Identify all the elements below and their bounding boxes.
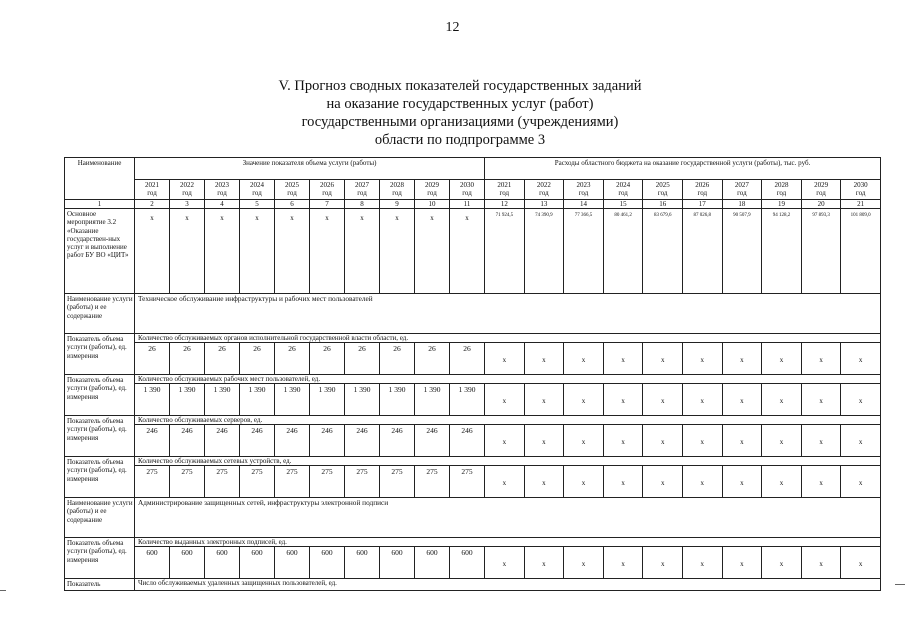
- expense-value-cell: x: [643, 384, 683, 416]
- year-header-cell: [762, 180, 802, 200]
- expense-value-cell: 87 026,8: [682, 209, 722, 294]
- indicator-value-cell: 246: [450, 425, 485, 457]
- expense-value-cell: x: [524, 547, 564, 579]
- indicator-value-cell: 1 390: [170, 384, 205, 416]
- indicator-value-cell: 26: [275, 343, 310, 375]
- table-row: [65, 466, 881, 498]
- year-header-cell: [682, 180, 722, 200]
- indicator-value-cell: 246: [205, 425, 240, 457]
- indicator-label: Показатель объема услуги (работы), ед. измерения: [65, 416, 135, 457]
- indicator-label: Показатель объема услуги (работы), ед. измерения: [65, 334, 135, 375]
- year-unit: год: [499, 189, 510, 197]
- indicator-value-cell: 26: [310, 343, 345, 375]
- indicator-value-cell: 246: [345, 425, 380, 457]
- year-unit: год: [539, 189, 549, 197]
- indicator-name: Количество обслуживаемых органов исполнительной государственной власти области, ед.: [135, 334, 881, 343]
- service-name-text: Техническое обслуживание инфраструктуры и рабочих мест пользователей: [135, 294, 881, 334]
- year-header-cell: [801, 180, 841, 200]
- year-unit: год: [657, 189, 668, 197]
- indicator-value-cell: 600: [240, 547, 275, 579]
- table-row: [65, 343, 881, 375]
- expense-value-cell: x: [841, 425, 881, 457]
- column-number-cell: 9: [380, 200, 415, 209]
- expense-value-cell: 94 128,2: [762, 209, 802, 294]
- year-unit: год: [322, 189, 332, 197]
- expense-value-cell: 71 924,5: [485, 209, 525, 294]
- title-line: V. Прогноз сводных показателей государственных заданий: [278, 78, 642, 94]
- table-row: [65, 375, 881, 384]
- column-number-cell: 5: [240, 200, 275, 209]
- indicator-value-cell: 26: [380, 343, 415, 375]
- column-number-cell: 1: [65, 200, 135, 209]
- table-row: [65, 294, 881, 334]
- year-label: 2026: [695, 181, 710, 189]
- indicator-value-cell: 1 390: [380, 384, 415, 416]
- indicator-value-cell: 275: [380, 466, 415, 498]
- indicator-value-cell: x: [450, 209, 485, 294]
- year-unit: год: [427, 189, 437, 197]
- expense-value-cell: x: [485, 547, 525, 579]
- indicator-value-cell: 600: [415, 547, 450, 579]
- year-label: 2022: [536, 181, 551, 189]
- expense-value-cell: x: [524, 425, 564, 457]
- expense-value-cell: 83 679,6: [643, 209, 683, 294]
- indicator-value-cell: 600: [205, 547, 240, 579]
- indicator-value-cell: 1 390: [240, 384, 275, 416]
- year-header-cell: [722, 180, 762, 200]
- year-label: 2023: [576, 181, 591, 189]
- expense-value-cell: x: [564, 547, 604, 579]
- year-label: 2029: [425, 181, 439, 189]
- service-name-label: Наименование услуги (работы) и ее содержание: [65, 294, 135, 334]
- year-header-cell: [345, 180, 380, 200]
- year-unit: год: [697, 189, 708, 197]
- indicator-value-cell: x: [380, 209, 415, 294]
- indicator-value-cell: 246: [240, 425, 275, 457]
- year-label: 2030: [853, 181, 868, 189]
- expense-value-cell: x: [524, 384, 564, 416]
- year-header-cell: [415, 180, 450, 200]
- year-unit: год: [578, 189, 589, 197]
- year-label: 2025: [655, 181, 670, 189]
- column-number-cell: 20: [801, 200, 841, 209]
- expense-value-cell: x: [801, 343, 841, 375]
- indicator-value-cell: 1 390: [310, 384, 345, 416]
- indicator-value-cell: 600: [170, 547, 205, 579]
- service-name-label: Наименование услуги (работы) и ее содержание: [65, 498, 135, 538]
- year-label: 2021: [145, 181, 159, 189]
- year-header-cell: [205, 180, 240, 200]
- indicator-value-cell: x: [345, 209, 380, 294]
- indicator-value-cell: x: [135, 209, 170, 294]
- table-row: [65, 209, 881, 294]
- indicator-value-cell: 246: [135, 425, 170, 457]
- year-unit: год: [462, 189, 472, 197]
- indicator-value-cell: x: [310, 209, 345, 294]
- indicator-label: Показатель объема услуги (работы), ед. измерения: [65, 375, 135, 416]
- expense-value-cell: x: [682, 547, 722, 579]
- table-row: [65, 457, 881, 466]
- expense-value-cell: 80 461,2: [603, 209, 643, 294]
- indicator-value-cell: 275: [345, 466, 380, 498]
- indicator-value-cell: 275: [240, 466, 275, 498]
- header-name-cell: Наименование: [65, 158, 135, 200]
- column-number-cell: 8: [345, 200, 380, 209]
- indicator-value-cell: 1 390: [205, 384, 240, 416]
- year-header-cell: [643, 180, 683, 200]
- indicator-value-cell: 600: [135, 547, 170, 579]
- year-label: 2026: [320, 181, 334, 189]
- indicator-value-cell: 600: [275, 547, 310, 579]
- main-row-label: Основное мероприятие 3.2 «Оказание государствен-ных услуг и выполнение работ БУ ВО «ЦИТ»: [65, 209, 135, 294]
- year-header-cell: [240, 180, 275, 200]
- expense-value-cell: x: [524, 466, 564, 498]
- table-row: [65, 416, 881, 425]
- indicator-value-cell: 246: [310, 425, 345, 457]
- year-label: 2027: [355, 181, 369, 189]
- table-row: [65, 334, 881, 343]
- expense-value-cell: x: [682, 343, 722, 375]
- indicator-value-cell: 26: [205, 343, 240, 375]
- indicator-value-cell: 26: [170, 343, 205, 375]
- expense-value-cell: 90 507,9: [722, 209, 762, 294]
- indicator-name: Количество выданных электронных подписей, ед.: [135, 538, 881, 547]
- table-row: [65, 547, 881, 579]
- title-line: области по подпрограмме 3: [374, 132, 546, 148]
- column-number-cell: 21: [841, 200, 881, 209]
- year-unit: год: [217, 189, 227, 197]
- expense-value-cell: x: [485, 384, 525, 416]
- expense-value-cell: 77 366,5: [564, 209, 604, 294]
- expense-value-cell: x: [643, 466, 683, 498]
- expense-value-cell: x: [603, 384, 643, 416]
- forecast-table-container: [64, 157, 880, 591]
- expense-value-cell: 97 893,3: [801, 209, 841, 294]
- expense-value-cell: x: [643, 343, 683, 375]
- year-unit: год: [287, 189, 297, 197]
- indicator-value-cell: 600: [310, 547, 345, 579]
- title-line: на оказание государственных услуг (работ): [326, 96, 594, 112]
- indicator-value-cell: 1 390: [415, 384, 450, 416]
- year-label: 2028: [390, 181, 404, 189]
- column-number-cell: 17: [682, 200, 722, 209]
- table-row: [65, 180, 881, 200]
- expense-value-cell: x: [564, 466, 604, 498]
- expense-value-cell: x: [762, 425, 802, 457]
- forecast-table: [64, 157, 881, 591]
- year-label: 2027: [734, 181, 749, 189]
- year-header-cell: [135, 180, 170, 200]
- indicator-value-cell: 26: [135, 343, 170, 375]
- indicator-label: Показатель объема услуги (работы), ед. измерения: [65, 457, 135, 498]
- expense-value-cell: x: [643, 425, 683, 457]
- indicator-name: Количество обслуживаемых серверов, ед.: [135, 416, 881, 425]
- column-number-cell: 19: [762, 200, 802, 209]
- expense-value-cell: x: [564, 343, 604, 375]
- column-number-cell: 16: [643, 200, 683, 209]
- indicator-value-cell: 275: [450, 466, 485, 498]
- indicator-value-cell: x: [205, 209, 240, 294]
- indicator-value-cell: 275: [135, 466, 170, 498]
- expense-value-cell: x: [762, 466, 802, 498]
- expense-value-cell: x: [485, 343, 525, 375]
- column-number-cell: 13: [524, 200, 564, 209]
- indicator-value-cell: x: [275, 209, 310, 294]
- indicator-value-cell: 26: [415, 343, 450, 375]
- expense-value-cell: x: [841, 547, 881, 579]
- indicator-value-cell: 600: [450, 547, 485, 579]
- column-number-cell: 4: [205, 200, 240, 209]
- indicator-value-cell: 275: [310, 466, 345, 498]
- indicator-value-cell: 26: [240, 343, 275, 375]
- indicator-value-cell: 246: [415, 425, 450, 457]
- table-row: [65, 579, 881, 591]
- table-row: [65, 384, 881, 416]
- indicator-value-cell: 275: [415, 466, 450, 498]
- indicator-label: Показатель объема услуги (работы), ед. измерения: [65, 538, 135, 579]
- year-header-cell: [485, 180, 525, 200]
- table-row: [65, 200, 881, 209]
- expense-value-cell: x: [841, 343, 881, 375]
- expense-value-cell: x: [524, 343, 564, 375]
- header-expense-group: Расходы областного бюджета на оказание государственной услуги (работы), тыс. руб.: [485, 158, 881, 180]
- expense-value-cell: x: [603, 547, 643, 579]
- expense-value-cell: x: [603, 425, 643, 457]
- expense-value-cell: x: [762, 547, 802, 579]
- indicator-value-cell: 1 390: [275, 384, 310, 416]
- year-unit: год: [816, 189, 826, 197]
- year-unit: год: [855, 189, 866, 197]
- expense-value-cell: x: [485, 466, 525, 498]
- year-header-cell: [524, 180, 564, 200]
- expense-value-cell: x: [682, 425, 722, 457]
- year-unit: год: [392, 189, 402, 197]
- table-row: [65, 498, 881, 538]
- last-row-label: Показатель: [65, 579, 135, 591]
- indicator-value-cell: 1 390: [450, 384, 485, 416]
- indicator-value-cell: 26: [450, 343, 485, 375]
- column-number-cell: 10: [415, 200, 450, 209]
- expense-value-cell: x: [682, 384, 722, 416]
- year-unit: год: [618, 189, 628, 197]
- expense-value-cell: x: [722, 343, 762, 375]
- column-number-cell: 12: [485, 200, 525, 209]
- expense-value-cell: x: [801, 425, 841, 457]
- year-header-cell: [310, 180, 345, 200]
- header-indicator-group: Значение показателя объема услуги (работы): [135, 158, 485, 180]
- expense-value-cell: x: [841, 466, 881, 498]
- expense-value-cell: x: [801, 547, 841, 579]
- column-number-cell: 15: [603, 200, 643, 209]
- title-line: государственными организациями (учреждениями): [301, 114, 619, 130]
- year-header-cell: [450, 180, 485, 200]
- column-number-cell: 18: [722, 200, 762, 209]
- expense-value-cell: x: [603, 343, 643, 375]
- expense-value-cell: x: [801, 466, 841, 498]
- indicator-name: Количество обслуживаемых сетевых устройств, ед.: [135, 457, 881, 466]
- expense-value-cell: x: [603, 466, 643, 498]
- year-label: 2030: [460, 181, 474, 189]
- year-header-cell: [564, 180, 604, 200]
- year-header-cell: [170, 180, 205, 200]
- indicator-value-cell: x: [170, 209, 205, 294]
- year-label: 2023: [215, 181, 229, 189]
- expense-value-cell: 74 390,9: [524, 209, 564, 294]
- year-label: 2024: [616, 181, 631, 189]
- indicator-value-cell: 600: [345, 547, 380, 579]
- indicator-value-cell: x: [240, 209, 275, 294]
- expense-value-cell: x: [564, 425, 604, 457]
- column-number-cell: 7: [310, 200, 345, 209]
- year-label: 2024: [250, 181, 264, 189]
- expense-value-cell: x: [801, 384, 841, 416]
- page-number: 12: [445, 20, 460, 35]
- year-label: 2028: [774, 181, 789, 189]
- year-label: 2021: [497, 181, 512, 189]
- column-number-cell: 6: [275, 200, 310, 209]
- column-number-cell: 2: [135, 200, 170, 209]
- expense-value-cell: x: [762, 384, 802, 416]
- year-header-cell: [841, 180, 881, 200]
- indicator-value-cell: 246: [380, 425, 415, 457]
- service-name-text: Администрирование защищенных сетей, инфраструктуры электронной подписи: [135, 498, 881, 538]
- year-unit: год: [147, 189, 157, 197]
- indicator-value-cell: 1 390: [135, 384, 170, 416]
- indicator-value-cell: 246: [170, 425, 205, 457]
- indicator-value-cell: 275: [170, 466, 205, 498]
- expense-value-cell: x: [682, 466, 722, 498]
- year-label: 2029: [814, 181, 829, 189]
- year-label: 2022: [180, 181, 194, 189]
- last-row-name: Число обслуживаемых удаленных защищенных пользователей, ед.: [135, 579, 881, 591]
- indicator-value-cell: 275: [275, 466, 310, 498]
- scan-mark: [895, 584, 905, 585]
- expense-value-cell: x: [643, 547, 683, 579]
- expense-value-cell: x: [722, 425, 762, 457]
- expense-value-cell: x: [722, 547, 762, 579]
- expense-value-cell: 101 809,0: [841, 209, 881, 294]
- indicator-value-cell: 1 390: [345, 384, 380, 416]
- column-number-cell: 11: [450, 200, 485, 209]
- indicator-value-cell: 275: [205, 466, 240, 498]
- indicator-value-cell: 246: [275, 425, 310, 457]
- expense-value-cell: x: [722, 466, 762, 498]
- year-unit: год: [737, 189, 747, 197]
- table-row: [65, 158, 881, 180]
- expense-value-cell: x: [762, 343, 802, 375]
- year-unit: год: [252, 189, 262, 197]
- expense-value-cell: x: [722, 384, 762, 416]
- column-number-cell: 3: [170, 200, 205, 209]
- scan-mark: [0, 590, 6, 591]
- year-unit: год: [776, 189, 787, 197]
- year-unit: год: [182, 189, 192, 197]
- indicator-value-cell: x: [415, 209, 450, 294]
- expense-value-cell: x: [564, 384, 604, 416]
- indicator-name: Количество обслуживаемых рабочих мест пользователей, ед.: [135, 375, 881, 384]
- year-unit: год: [357, 189, 367, 197]
- year-label: 2025: [285, 181, 299, 189]
- document-title: [200, 77, 720, 149]
- table-row: [65, 425, 881, 457]
- year-header-cell: [380, 180, 415, 200]
- table-row: [65, 538, 881, 547]
- expense-value-cell: x: [841, 384, 881, 416]
- indicator-value-cell: 26: [345, 343, 380, 375]
- expense-value-cell: x: [485, 425, 525, 457]
- indicator-value-cell: 600: [380, 547, 415, 579]
- year-header-cell: [275, 180, 310, 200]
- column-number-cell: 14: [564, 200, 604, 209]
- year-header-cell: [603, 180, 643, 200]
